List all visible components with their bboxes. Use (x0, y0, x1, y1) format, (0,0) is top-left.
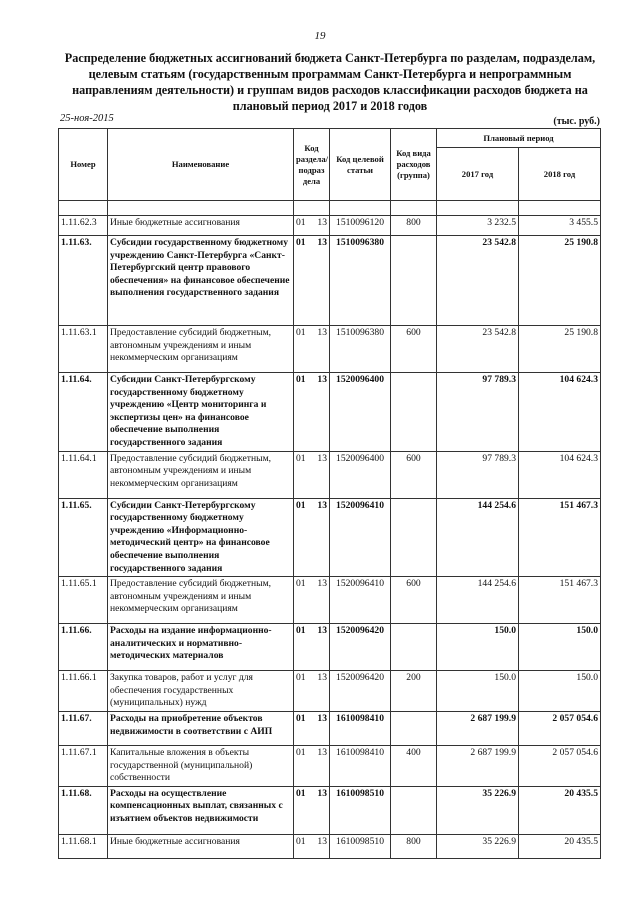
header-2017: 2017 год (437, 148, 519, 201)
row-2017: 2 687 199.9 (437, 745, 519, 786)
row-vid: 200 (391, 671, 437, 712)
row-number: 1.11.65. (59, 498, 108, 577)
row-2018: 20 435.5 (519, 786, 601, 834)
table-row (59, 451, 601, 498)
row-name: Иные бюджетные ассигнования (108, 834, 294, 858)
row-razdel (294, 451, 330, 498)
row-2018: 25 190.8 (519, 326, 601, 373)
row-podrazdel-code: 13 (317, 578, 327, 590)
row-number: 1.11.64. (59, 373, 108, 452)
row-podrazdel-code: 13 (317, 746, 327, 758)
table-row (59, 373, 601, 452)
row-stat: 1610098410 (330, 745, 391, 786)
row-razdel-code: 01 (296, 787, 306, 799)
row-number: 1.11.67.1 (59, 745, 108, 786)
row-razdel (294, 624, 330, 671)
header-vid: Код вида расходов (группа) (391, 129, 437, 201)
row-stat: 1520096410 (330, 498, 391, 577)
row-razdel-code: 01 (296, 835, 306, 847)
row-vid (391, 711, 437, 745)
page-title: Распределение бюджетных ассигнований бюджета Санкт-Петербурга по разделам, подразделам, целевым статьям (государственным программам Санкт-Петербурга и непрограммным направлениям деятельности) и группам видов расходов классификации расходов бюджета на плановый период 2017 и 2018 годов (64, 51, 596, 113)
row-2017: 35 226.9 (437, 834, 519, 858)
row-name: Субсидии Санкт-Петербургскому государственному бюджетному учреждению «Информационно-методический центр» на финансовое обеспечение выполнения государственного задания (108, 498, 294, 577)
row-2017: 3 232.5 (437, 216, 519, 236)
row-razdel-code: 01 (296, 217, 306, 228)
row-2018: 2 057 054.6 (519, 745, 601, 786)
header-razdel: Код раздела/ подраз дела (294, 129, 330, 201)
row-podrazdel-code: 13 (317, 452, 327, 464)
row-name: Предоставление субсидий бюджетным, автономным учреждениям и иным некоммерческим организациям (108, 451, 294, 498)
row-vid: 800 (391, 216, 437, 236)
row-stat: 1520096400 (330, 373, 391, 452)
row-razdel-code: 01 (296, 327, 306, 338)
row-razdel (294, 786, 330, 834)
table-row (59, 745, 601, 786)
row-razdel (294, 498, 330, 577)
row-2018: 104 624.3 (519, 451, 601, 498)
budget-table (58, 128, 601, 859)
row-razdel-code: 01 (296, 499, 306, 511)
header-number: Номер (59, 129, 108, 201)
row-stat: 1610098510 (330, 834, 391, 858)
row-2017: 35 226.9 (437, 786, 519, 834)
row-number: 1.11.64.1 (59, 451, 108, 498)
row-2017: 2 687 199.9 (437, 711, 519, 745)
row-number: 1.11.62.3 (59, 216, 108, 236)
row-name: Предоставление субсидий бюджетным, автономным учреждениям и иным некоммерческим организациям (108, 577, 294, 624)
table-row (59, 236, 601, 326)
table-row (59, 498, 601, 577)
table-row (59, 671, 601, 712)
row-podrazdel-code: 13 (317, 835, 327, 847)
row-2017: 97 789.3 (437, 373, 519, 452)
row-razdel-code: 01 (296, 578, 306, 590)
row-number: 1.11.66.1 (59, 671, 108, 712)
row-name: Расходы на приобретение объектов недвижимости в соответствии с АИП (108, 711, 294, 745)
row-stat: 1610098410 (330, 711, 391, 745)
row-stat: 1520096420 (330, 671, 391, 712)
row-name: Предоставление субсидий бюджетным, автономным учреждениям и иным некоммерческим организациям (108, 326, 294, 373)
row-2017: 97 789.3 (437, 451, 519, 498)
units-label: (тыс. руб.) (553, 116, 600, 127)
row-podrazdel-code: 13 (317, 712, 327, 724)
row-name: Субсидии Санкт-Петербургскому государственному бюджетному учреждению «Центр мониторинга и экспертизы цен» на финансовое обеспечение выполнения государственного задания (108, 373, 294, 452)
table-row (59, 326, 601, 373)
row-stat: 1520096400 (330, 451, 391, 498)
row-razdel-code: 01 (296, 452, 306, 464)
row-2018: 2 057 054.6 (519, 711, 601, 745)
table-row (59, 711, 601, 745)
row-vid: 600 (391, 326, 437, 373)
row-number: 1.11.67. (59, 711, 108, 745)
row-razdel (294, 671, 330, 712)
row-vid (391, 786, 437, 834)
row-razdel (294, 236, 330, 326)
row-razdel-code: 01 (296, 237, 306, 248)
row-stat: 1510096120 (330, 216, 391, 236)
row-razdel-code: 01 (296, 672, 306, 684)
row-2018: 3 455.5 (519, 216, 601, 236)
row-podrazdel-code: 13 (317, 672, 327, 684)
row-2017: 144 254.6 (437, 498, 519, 577)
row-vid (391, 373, 437, 452)
table-row (59, 786, 601, 834)
row-podrazdel-code: 13 (317, 787, 327, 799)
table-row (59, 216, 601, 236)
row-razdel-code: 01 (296, 712, 306, 724)
row-razdel (294, 745, 330, 786)
row-2017: 150.0 (437, 624, 519, 671)
row-number: 1.11.68. (59, 786, 108, 834)
row-razdel (294, 373, 330, 452)
row-stat: 1510096380 (330, 236, 391, 326)
row-podrazdel-code: 13 (317, 237, 327, 248)
row-stat: 1520096420 (330, 624, 391, 671)
row-razdel (294, 326, 330, 373)
row-razdel (294, 216, 330, 236)
row-2018: 20 435.5 (519, 834, 601, 858)
document-date: 25-ноя-2015 (60, 113, 114, 124)
row-razdel-code: 01 (296, 625, 306, 637)
row-vid (391, 498, 437, 577)
row-number: 1.11.66. (59, 624, 108, 671)
row-vid (391, 236, 437, 326)
row-podrazdel-code: 13 (317, 499, 327, 511)
row-stat: 1520096410 (330, 577, 391, 624)
table-row (59, 624, 601, 671)
row-vid: 600 (391, 577, 437, 624)
row-name: Субсидии государственному бюджетному учреждению Санкт-Петербурга «Санкт-Петербургский центр правового обеспечения» на финансовое обеспечение выполнения государственного задания (108, 236, 294, 326)
row-stat: 1510096380 (330, 326, 391, 373)
header-stat: Код целевой статьи (330, 129, 391, 201)
row-name: Расходы на издание информационно-аналитических и нормативно-методических материалов (108, 624, 294, 671)
table-row (59, 834, 601, 858)
row-name: Закупка товаров, работ и услуг для обеспечения государственных (муниципальных) нужд (108, 671, 294, 712)
row-number: 1.11.68.1 (59, 834, 108, 858)
table-body (59, 216, 601, 859)
header-plan: Плановый период (437, 129, 601, 148)
row-stat: 1610098510 (330, 786, 391, 834)
page-number: 19 (314, 30, 326, 42)
row-razdel-code: 01 (296, 746, 306, 758)
row-razdel-code: 01 (296, 374, 306, 385)
table-row (59, 577, 601, 624)
row-2017: 150.0 (437, 671, 519, 712)
header-name: Наименование (108, 129, 294, 201)
row-2017: 23 542.8 (437, 326, 519, 373)
row-razdel (294, 577, 330, 624)
row-name: Иные бюджетные ассигнования (108, 216, 294, 236)
row-vid: 600 (391, 451, 437, 498)
row-vid: 800 (391, 834, 437, 858)
row-podrazdel-code: 13 (317, 625, 327, 637)
row-2018: 150.0 (519, 624, 601, 671)
row-2018: 151 467.3 (519, 577, 601, 624)
row-name: Капитальные вложения в объекты государственной (муниципальной) собственности (108, 745, 294, 786)
row-number: 1.11.63. (59, 236, 108, 326)
row-2018: 25 190.8 (519, 236, 601, 326)
row-2017: 23 542.8 (437, 236, 519, 326)
row-podrazdel-code: 13 (317, 327, 327, 338)
row-podrazdel-code: 13 (317, 217, 327, 228)
row-number: 1.11.65.1 (59, 577, 108, 624)
row-razdel (294, 711, 330, 745)
row-vid: 400 (391, 745, 437, 786)
row-razdel (294, 834, 330, 858)
row-2018: 151 467.3 (519, 498, 601, 577)
row-vid (391, 624, 437, 671)
row-number: 1.11.63.1 (59, 326, 108, 373)
header-2018: 2018 год (519, 148, 601, 201)
row-2018: 150.0 (519, 671, 601, 712)
row-2018: 104 624.3 (519, 373, 601, 452)
row-name: Расходы на осуществление компенсационных выплат, связанных с изъятием объектов недвижимости (108, 786, 294, 834)
row-podrazdel-code: 13 (317, 374, 327, 385)
row-2017: 144 254.6 (437, 577, 519, 624)
